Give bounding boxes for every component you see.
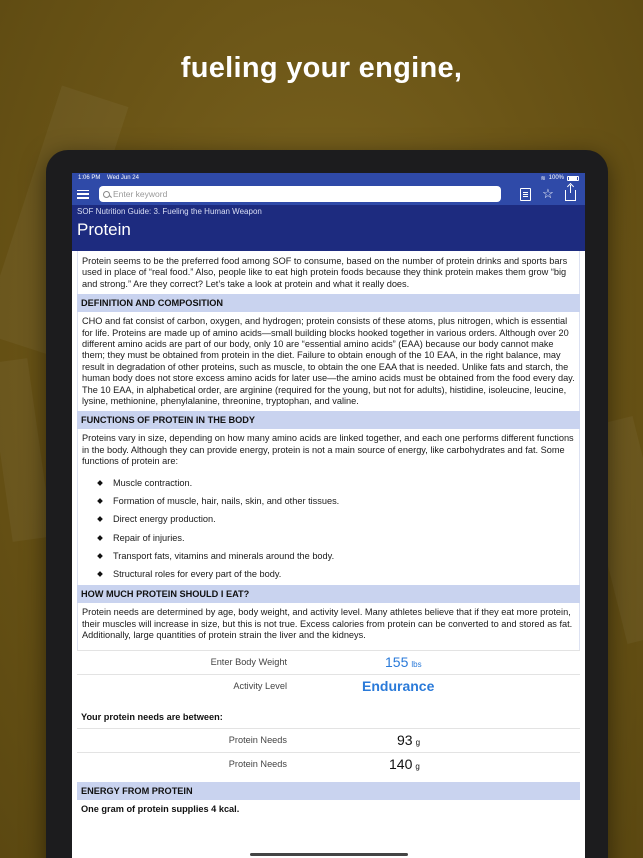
list-item: Formation of muscle, hair, nails, skin, and other tissues. — [98, 492, 575, 510]
protein-needs-high-value — [389, 756, 420, 772]
title-block — [72, 205, 585, 251]
background-shape — [0, 358, 52, 542]
body-weight-label: Enter Body Weight — [210, 657, 287, 668]
home-indicator — [250, 853, 408, 856]
activity-level-label: Activity Level — [233, 681, 287, 692]
list-item: Muscle contraction. — [98, 474, 575, 492]
protein-needs-label: Protein Needs — [228, 759, 287, 770]
list-item: Direct energy production. — [98, 510, 575, 528]
marketing-headline: fueling your engine, — [180, 52, 463, 84]
section-heading-functions: FUNCTIONS OF PROTEIN IN THE BODY — [77, 411, 580, 429]
definition-paragraph: CHO and fat consist of carbon, oxygen, and hydrogen; protein consists of these atoms, plus nitrogen, which is essential for life. Proteins are made up of amino acids—small building blocks hooked together in various orders. Although over 20 different amino acids are part of our body, only 10 are “essential amino acids” (EAA) because our body cannot make them; they must be obtained from protein in the diet. Failure to obtain enough of the 10 EAA, in the right balance, may result in degradation of other proteins, such as muscle, to obtain the one EAA that is needed. Unlike fats and starch, the human body does not store excess amino acids for later use—the amino acids must be obtained from the food every day. The 10 EAA, in alphabetical order, are arginine (required for the young, but not for adults), histidine, isoleucine, leucine, lysine, methionine, phenylalanine, threonine, tryptophan, and valine. — [77, 312, 580, 411]
activity-level-value[interactable] — [362, 678, 434, 694]
body-weight-value[interactable] — [385, 654, 422, 670]
protein-needs-low-number: 93 — [397, 732, 413, 749]
functions-list — [77, 472, 580, 586]
section-heading-energy: ENERGY FROM PROTEIN — [77, 782, 580, 800]
app-screen — [72, 173, 585, 858]
list-item: Structural roles for every part of the body. — [98, 565, 575, 583]
bullet-icon — [97, 480, 103, 486]
article-content — [72, 251, 585, 818]
needs-title: Your protein needs are between: — [81, 711, 223, 722]
breadcrumb[interactable]: SOF Nutrition Guide: 3. Fueling the Human Weapon — [77, 207, 262, 216]
protein-needs-unit: g — [415, 738, 421, 748]
intro-paragraph: Protein seems to be the preferred food among SOF to consume, based on the number of protein drinks and sports bars used in place of “real food.” Also, people like to eat high protein foods because they think protein makes them grow “big and strong.” Are they correct? Let’s take a look at protein and what it really does. — [77, 251, 580, 294]
functions-paragraph: Proteins vary in size, depending on how many amino acids are linked together, and each one performs different functions in the body. Although they can provide energy, protein is not a main source of energy, like carbohydrates and fat. Some functions of protein are: — [77, 429, 580, 471]
status-bar — [72, 173, 585, 183]
list-item: Transport fats, vitamins and minerals around the body. — [98, 547, 575, 565]
bullet-icon — [97, 517, 103, 523]
search-placeholder: Enter keyword — [113, 189, 168, 199]
energy-paragraph: One gram of protein supplies 4 kcal. — [81, 803, 240, 814]
status-time: 1:06 PM — [78, 175, 101, 181]
protein-needs-label: Protein Needs — [228, 735, 287, 746]
status-date: Wed Jun 24 — [107, 175, 139, 181]
search-icon — [103, 191, 110, 198]
search-input[interactable] — [99, 186, 501, 202]
share-icon[interactable] — [565, 190, 576, 201]
document-icon[interactable] — [520, 188, 531, 201]
protein-needs-high-row — [77, 752, 580, 776]
section-heading-how-much: HOW MUCH PROTEIN SHOULD I EAT? — [77, 585, 580, 603]
toolbar — [72, 183, 585, 205]
protein-needs-high-number: 140 — [389, 756, 413, 773]
bullet-icon — [97, 535, 103, 541]
body-weight-row[interactable] — [77, 650, 580, 674]
section-heading-definition: DEFINITION AND COMPOSITION — [77, 294, 580, 312]
bullet-icon — [97, 571, 103, 577]
activity-level-row[interactable] — [77, 674, 580, 698]
list-item: Repair of injuries. — [98, 529, 575, 547]
bullet-icon — [97, 553, 103, 559]
body-weight-number: 155 — [385, 654, 409, 671]
bullet-icon — [97, 498, 103, 504]
battery-percent: 100% — [548, 175, 564, 181]
page-title: Protein — [77, 220, 131, 239]
battery-icon — [567, 176, 579, 181]
protein-needs-unit: g — [415, 762, 420, 772]
protein-needs-low-value — [397, 732, 420, 748]
star-icon[interactable]: ☆ — [542, 186, 554, 201]
how-much-paragraph: Protein needs are determined by age, body weight, and activity level. Many athletes believe that if they eat more protein, their muscles will increase in size, but this is not true. Excess calories from protein can be converted to and stored as fat. Additionally, large quantities of protein strain the liver and the kidneys. — [77, 603, 580, 649]
menu-icon[interactable] — [77, 190, 89, 199]
protein-needs-low-row — [77, 728, 580, 752]
activity-level-selection: Endurance — [362, 678, 435, 695]
body-weight-unit: lbs — [411, 660, 422, 670]
wifi-icon: ≋ — [540, 175, 546, 182]
